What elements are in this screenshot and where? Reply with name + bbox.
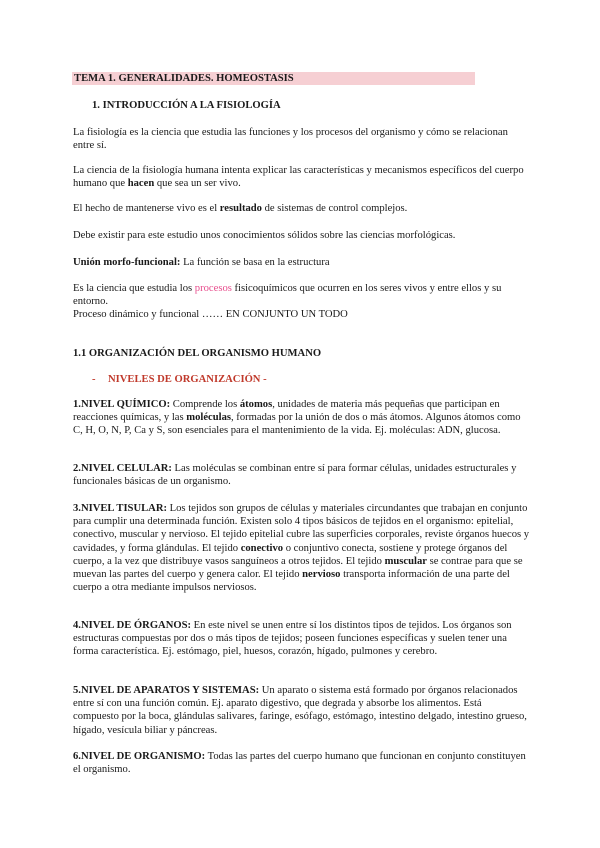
level-cellular	[73, 462, 530, 488]
text-run: fisicoquímicos que ocurren en los seres vivos y entre ellos y su entorno.	[73, 283, 502, 308]
text-run: que sea un ser vivo.	[154, 178, 241, 190]
text-run: Todas las partes del cuerpo humano que funcionan en conjunto constituyen el organismo.	[73, 751, 526, 776]
paragraph-definition: La fisiología es la ciencia que estudia las funciones y los procesos del organismo y cómo se relacionan entre sí.	[73, 127, 508, 152]
paragraph-morphological: Debe existir para este estudio unos conocimientos sólidos sobre las ciencias morfológicas.	[73, 230, 456, 241]
text-run: de sistemas de control complejos.	[261, 203, 408, 214]
paragraph-human-physiology	[73, 164, 530, 190]
text-run: Proceso dinámico y funcional …… EN CONJUNTO UN TODO	[73, 309, 348, 321]
text-bold: conectivo	[240, 542, 284, 554]
paragraph-control-systems	[73, 202, 530, 215]
paragraph-processes	[73, 282, 530, 322]
text-run: se contrae para que se muevan las partes del cuerpo y genera calor. El tejido	[73, 555, 523, 581]
text-bold: nervioso	[302, 569, 341, 581]
section-heading-1: 1. INTRODUCCIÓN A LA FISIOLOGÍA	[92, 100, 281, 111]
bullet-dash: -	[92, 374, 96, 385]
text-run: Es la ciencia que estudia los	[73, 283, 195, 294]
text-run: , formadas por la unión de dos o más átomos. Algunos átomos como C, H, O, N, P, Ca y S, son esenciales para el mantenimiento de la vida. Ej. moléculas: ADN, glucosa.	[73, 412, 521, 437]
level-heading: 1.NIVEL QUÍMICO:	[73, 399, 171, 410]
text-bold: átomos	[239, 399, 273, 410]
level-heading: 2.NIVEL CELULAR:	[73, 463, 172, 474]
text-run: Comprende los	[170, 399, 240, 410]
level-chemical	[73, 398, 530, 438]
text-bold: moléculas	[186, 412, 231, 424]
level-heading: 6.NIVEL DE ORGANISMO:	[73, 751, 206, 762]
level-systems	[73, 684, 530, 737]
level-heading: 3.NIVEL TISULAR:	[73, 503, 167, 514]
highlighted-title	[72, 72, 475, 85]
page-title: TEMA 1. GENERALIDADES. HOMEOSTASIS	[74, 73, 294, 84]
text-run: transporta información de una parte del cuerpo a otra mediante impulsos nerviosos.	[73, 569, 510, 594]
text-run: El hecho de mantenerse vivo es el	[73, 203, 220, 214]
text-run: , unidades de materia más pequeñas que participan en reacciones químicas, y las	[73, 399, 500, 424]
text-run: Un aparato o sistema está formado por órganos relacionados entre sí con una función común. Ej. aparato digestivo, que degrada y absorbe los alimentos. Está compuesto por la boca, glándulas salivares, faringe, esófago, estómago, intestino delgado, intestino grueso, hígado, vesícula biliar y páncreas.	[73, 685, 527, 736]
text-run: La función se basa en la estructura	[180, 257, 330, 268]
level-heading: 4.NIVEL DE ÓRGANOS:	[73, 620, 192, 631]
text-run: En este nivel se unen entre sí los distintos tipos de tejidos. Los órganos son estructuras compuestas por dos o más tipos de tejidos; poseen funciones específicas y suelen tener una forma característica. Ej. estómago, piel, huesos, corazón, hígado, pulmones y cerebro.	[73, 620, 512, 658]
level-tissue	[73, 502, 530, 594]
paragraph-union	[73, 256, 530, 269]
level-organs	[73, 619, 530, 659]
subsection-heading	[92, 373, 549, 386]
text-run: Los tejidos son grupos de células y materiales circundantes que trabajan en conjunto para cumplir una determinada función. Existen solo 4 tipos básicos de tejidos en el organismo: epitelial, conectivo, muscular y nervioso. El tejido epitelial cubre las superficies corporales, reviste órganos huecos y cavidades, y forma glándulas. El tejido	[73, 503, 530, 554]
level-organism	[73, 750, 530, 776]
text-run: Las moléculas se combinan entre sí para formar células, unidades estructurales y funcionales básicas de un organismo.	[73, 463, 517, 488]
text-bold: Unión morfo-funcional:	[73, 257, 181, 268]
text-run: o conjuntivo conecta, sostiene y protege órganos del cuerpo, a la vez que distribuye vasos sanguíneos a otros tejidos. El tejido	[73, 542, 508, 567]
text-bold: muscular	[384, 555, 427, 567]
text-run: La ciencia de la fisiología humana intenta explicar las características y mecanismos específicos del cuerpo humano que	[73, 165, 524, 190]
subsection-title: NIVELES DE ORGANIZACIÓN -	[108, 374, 267, 385]
level-heading: 5.NIVEL DE APARATOS Y SISTEMAS:	[73, 685, 260, 696]
text-highlight: procesos	[194, 283, 232, 294]
section-heading-1-1: 1.1 ORGANIZACIÓN DEL ORGANISMO HUMANO	[73, 348, 322, 359]
text-bold: resultado	[219, 203, 262, 214]
text-bold: hacen	[127, 178, 155, 190]
